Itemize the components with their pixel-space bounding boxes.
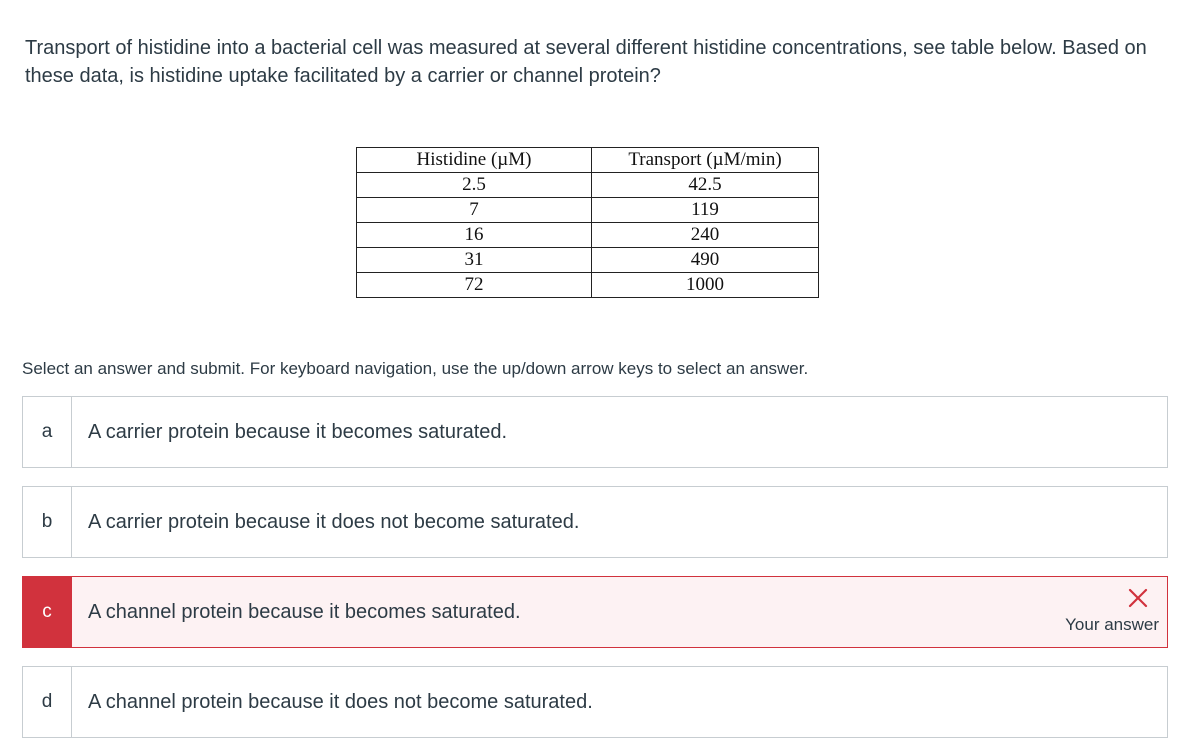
answer-feedback (1019, 587, 1159, 635)
table-cell: 490 (592, 248, 819, 273)
table-row (357, 223, 819, 248)
table-cell: 72 (357, 273, 592, 298)
table-row (357, 273, 819, 298)
table-cell: 240 (592, 223, 819, 248)
answer-option-a[interactable] (22, 396, 1168, 468)
table-header-histidine: Histidine (µM) (357, 148, 592, 173)
close-icon (1127, 587, 1149, 609)
your-answer-label: Your answer (1065, 615, 1159, 634)
option-text: A channel protein because it becomes saturated. (88, 600, 521, 623)
table-header-row (357, 148, 819, 173)
option-text: A carrier protein because it becomes saturated. (88, 420, 508, 443)
table-cell: 16 (357, 223, 592, 248)
table-cell: 42.5 (592, 173, 819, 198)
option-letter: a (23, 397, 72, 467)
table-cell: 31 (357, 248, 592, 273)
table-row (357, 248, 819, 273)
answer-options (22, 396, 1168, 756)
table-row (357, 198, 819, 223)
table-row (357, 173, 819, 198)
answer-option-d[interactable] (22, 666, 1168, 738)
table-cell: 1000 (592, 273, 819, 298)
option-letter: b (23, 487, 72, 557)
table-cell: 7 (357, 198, 592, 223)
table-header-transport: Transport (µM/min) (592, 148, 819, 173)
answer-option-b[interactable] (22, 486, 1168, 558)
data-table (356, 147, 819, 298)
question-text: Transport of histidine into a bacterial cell was measured at several different histidine concentrations, see table below. Based on these data, is histidine uptake facilitated by a carrier or channel protein? (25, 37, 1147, 87)
instructions-text: Select an answer and submit. For keyboard navigation, use the up/down arrow keys to select an answer. (22, 359, 809, 378)
answer-option-c[interactable] (22, 576, 1168, 648)
table-cell: 2.5 (357, 173, 592, 198)
option-text: A channel protein because it does not become saturated. (88, 690, 593, 713)
option-letter: d (23, 667, 72, 737)
option-text: A carrier protein because it does not become saturated. (88, 510, 580, 533)
option-letter: c (23, 577, 72, 647)
table-cell: 119 (592, 198, 819, 223)
